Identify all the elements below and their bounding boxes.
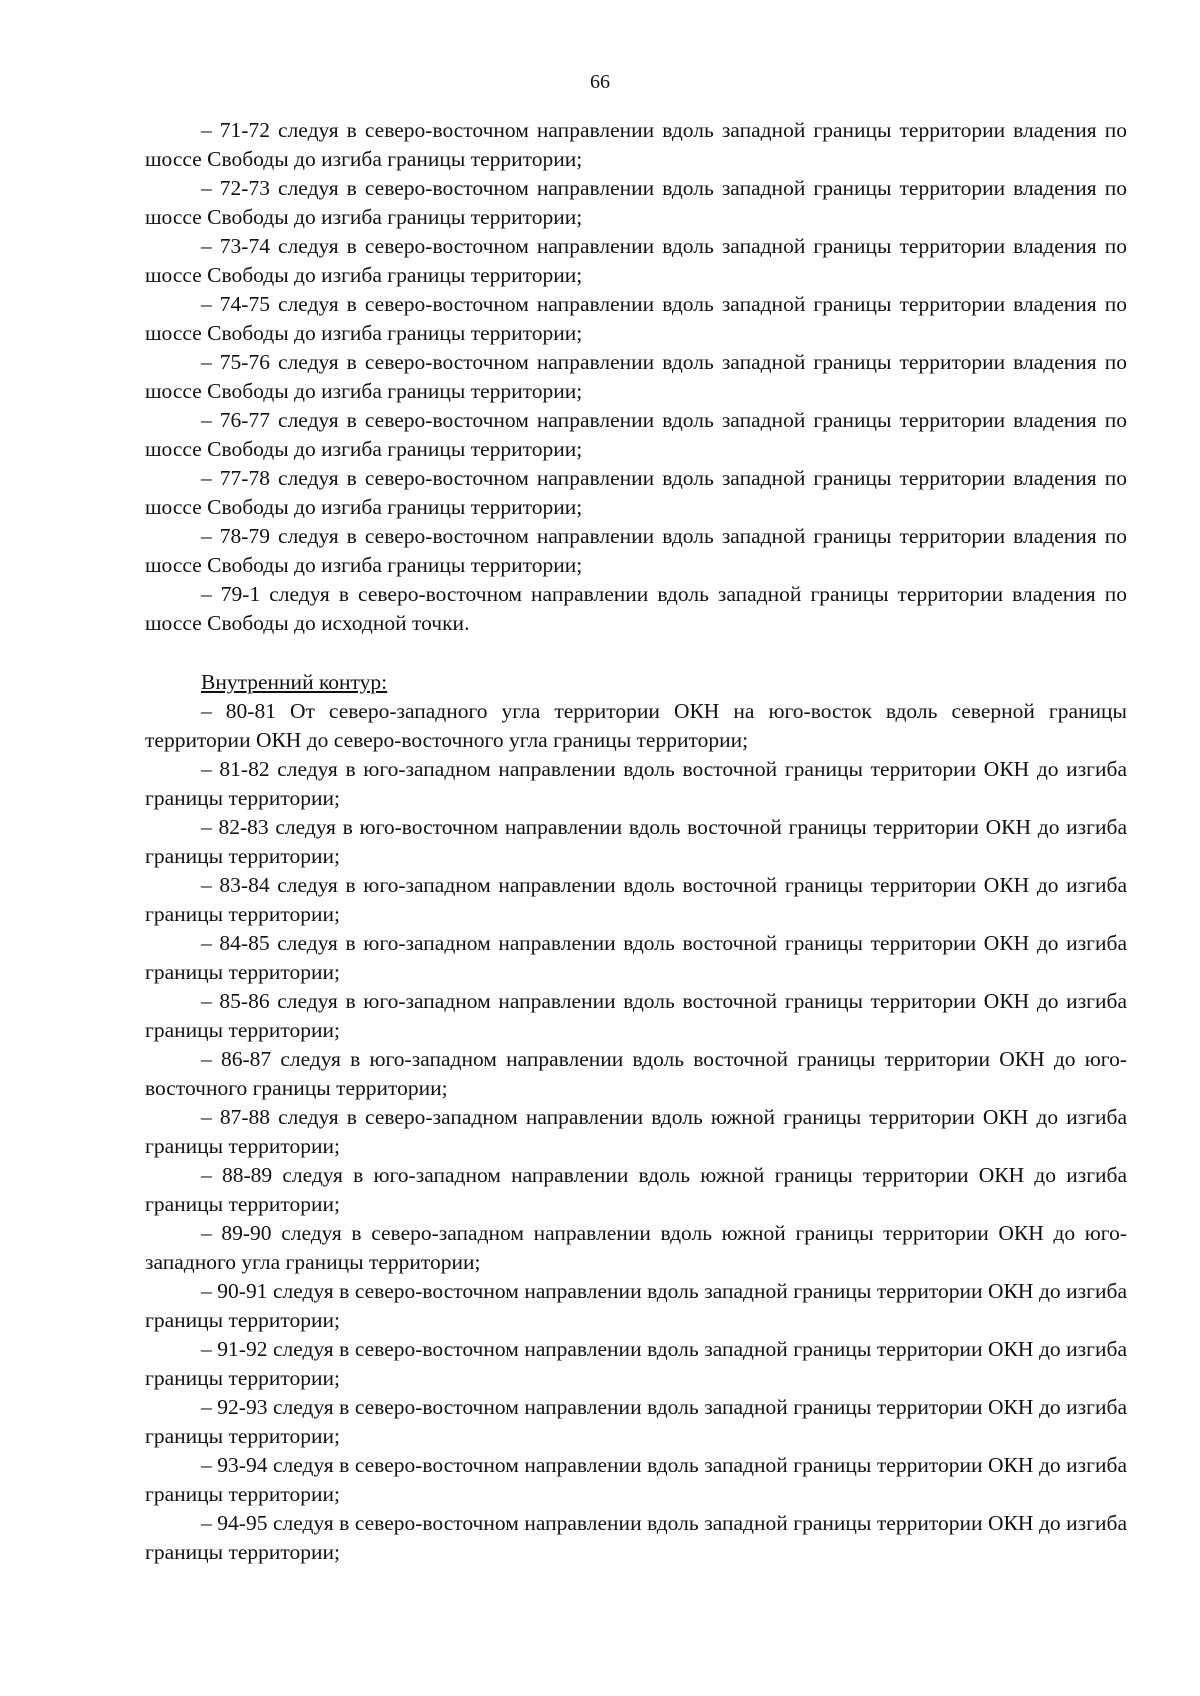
boundary-paragraph: – 91-92 следуя в северо-восточном направлении вдоль западной границы территории ОКН до изгиба границы территории; <box>145 1337 1127 1390</box>
boundary-paragraph: – 78-79 следуя в северо-восточном направлении вдоль западной границы территории владения по шоссе Свободы до изгиба границы территории; <box>145 524 1127 577</box>
boundary-paragraph: – 82-83 следуя в юго-восточном направлении вдоль восточной границы территории ОКН до изгиба границы территории; <box>145 815 1127 868</box>
boundary-paragraph: – 72-73 следуя в северо-восточном направлении вдоль западной границы территории владения по шоссе Свободы до изгиба границы территории; <box>145 176 1127 229</box>
inner-contour-heading-text: Внутренний контур: <box>201 670 388 694</box>
section-spacer <box>145 638 1127 668</box>
boundary-paragraph: – 84-85 следуя в юго-западном направлении вдоль восточной границы территории ОКН до изгиба границы территории; <box>145 931 1127 984</box>
boundary-paragraph: – 83-84 следуя в юго-западном направлении вдоль восточной границы территории ОКН до изгиба границы территории; <box>145 873 1127 926</box>
boundary-paragraph: – 87-88 следуя в северо-западном направлении вдоль южной границы территории ОКН до изгиба границы территории; <box>145 1105 1127 1158</box>
boundary-paragraph: – 89-90 следуя в северо-западном направлении вдоль южной границы территории ОКН до юго-западного угла границы территории; <box>145 1221 1127 1274</box>
boundary-paragraph: – 75-76 следуя в северо-восточном направлении вдоль западной границы территории владения по шоссе Свободы до изгиба границы территории; <box>145 350 1127 403</box>
boundary-paragraph: – 79-1 следуя в северо-восточном направлении вдоль западной границы территории владения по шоссе Свободы до исходной точки. <box>145 582 1127 635</box>
boundary-paragraph: – 73-74 следуя в северо-восточном направлении вдоль западной границы территории владения по шоссе Свободы до изгиба границы территории; <box>145 234 1127 287</box>
boundary-paragraph: – 86-87 следуя в юго-западном направлении вдоль восточной границы территории ОКН до юго-восточного границы территории; <box>145 1047 1127 1100</box>
boundary-paragraph: – 76-77 следуя в северо-восточном направлении вдоль западной границы территории владения по шоссе Свободы до изгиба границы территории; <box>145 408 1127 461</box>
boundary-paragraph: – 71-72 следуя в северо-восточном направлении вдоль западной границы территории владения по шоссе Свободы до изгиба границы территории; <box>145 118 1127 171</box>
boundary-paragraph: – 90-91 следуя в северо-восточном направлении вдоль западной границы территории ОКН до изгиба границы территории; <box>145 1279 1127 1332</box>
document-body <box>145 116 1127 1567</box>
boundary-paragraph: – 81-82 следуя в юго-западном направлении вдоль восточной границы территории ОКН до изгиба границы территории; <box>145 757 1127 810</box>
inner-contour-list <box>145 697 1127 1567</box>
boundary-paragraph: – 85-86 следуя в юго-западном направлении вдоль восточной границы территории ОКН до изгиба границы территории; <box>145 989 1127 1042</box>
boundary-paragraph: – 93-94 следуя в северо-восточном направлении вдоль западной границы территории ОКН до изгиба границы территории; <box>145 1453 1127 1506</box>
boundary-paragraph: – 94-95 следуя в северо-восточном направлении вдоль западной границы территории ОКН до изгиба границы территории; <box>145 1511 1127 1564</box>
boundary-paragraph: – 74-75 следуя в северо-восточном направлении вдоль западной границы территории владения по шоссе Свободы до изгиба границы территории; <box>145 292 1127 345</box>
boundary-paragraph: – 77-78 следуя в северо-восточном направлении вдоль западной границы территории владения по шоссе Свободы до изгиба границы территории; <box>145 466 1127 519</box>
inner-contour-heading <box>145 668 1127 697</box>
boundary-paragraph: – 92-93 следуя в северо-восточном направлении вдоль западной границы территории ОКН до изгиба границы территории; <box>145 1395 1127 1448</box>
boundary-paragraph: – 88-89 следуя в юго-западном направлении вдоль южной границы территории ОКН до изгиба границы территории; <box>145 1163 1127 1216</box>
boundary-paragraph: – 80-81 От северо-западного угла территории ОКН на юго-восток вдоль северной границы территории ОКН до северо-восточного угла границы территории; <box>145 699 1127 752</box>
outer-contour-list <box>145 116 1127 638</box>
page-number: 66 <box>590 71 610 93</box>
